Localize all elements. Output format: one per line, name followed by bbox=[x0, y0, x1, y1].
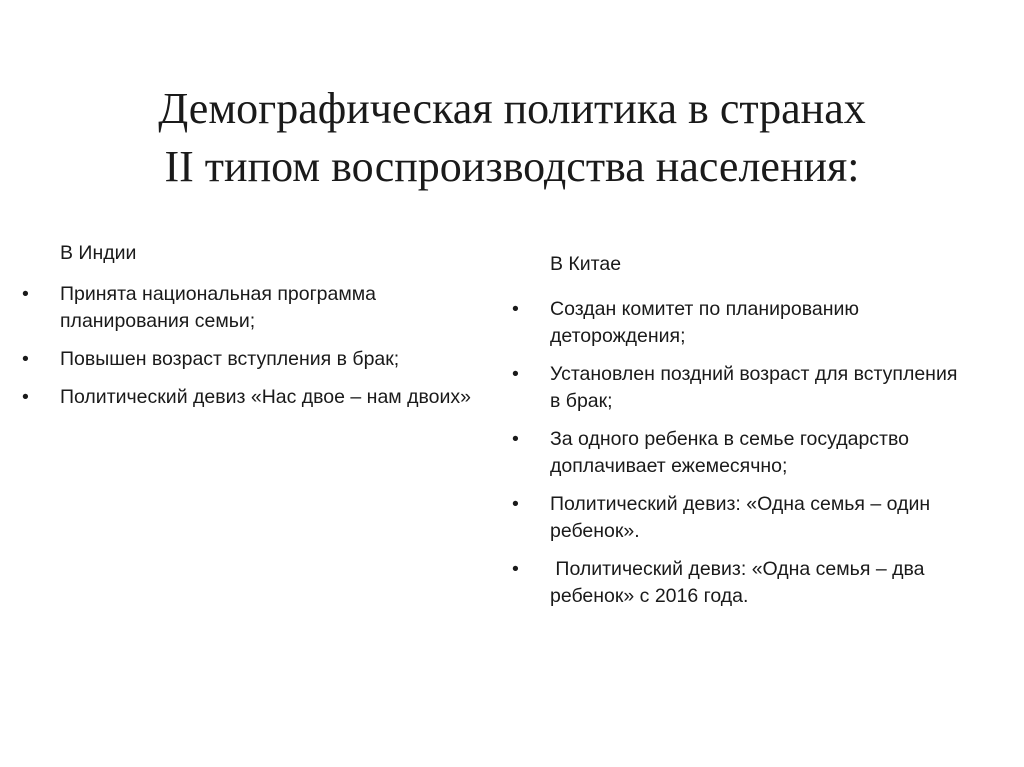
india-list bbox=[22, 281, 482, 411]
india-heading: В Индии bbox=[60, 242, 137, 264]
bullet-icon: • bbox=[512, 558, 519, 580]
bullet-icon: • bbox=[512, 493, 519, 515]
china-list bbox=[512, 296, 972, 610]
china-item-text: Создан комитет по планированию деторождения; bbox=[550, 298, 860, 347]
bullet-icon: • bbox=[512, 428, 519, 450]
china-item-text: Установлен поздний возраст для вступления в брак; bbox=[550, 363, 958, 412]
list-item bbox=[22, 346, 482, 373]
bullet-icon: • bbox=[22, 348, 29, 370]
list-item bbox=[22, 281, 482, 335]
slide-title-line-2: II типом воспроизводства населения: bbox=[164, 142, 860, 191]
slide-title-line-1: Демографическая политика в странах bbox=[158, 84, 866, 133]
bullet-icon: • bbox=[22, 386, 29, 408]
list-item bbox=[512, 361, 972, 415]
bullet-icon: • bbox=[512, 298, 519, 320]
china-item-text: Политический девиз: «Одна семья – один ребенок». bbox=[550, 493, 931, 542]
china-item-text: Политический девиз: «Одна семья – два ребенок» с 2016 года. bbox=[550, 558, 930, 607]
china-column bbox=[512, 251, 972, 621]
china-heading: В Китае bbox=[550, 253, 622, 275]
china-item-text: За одного ребенка в семье государство доплачивает ежемесячно; bbox=[550, 428, 909, 477]
list-item bbox=[512, 556, 972, 610]
list-item bbox=[512, 296, 972, 350]
list-item bbox=[22, 384, 482, 411]
bullet-icon: • bbox=[512, 363, 519, 385]
india-item-text: Повышен возраст вступления в брак; bbox=[60, 348, 400, 370]
bullet-icon: • bbox=[22, 283, 29, 305]
list-item bbox=[512, 491, 972, 545]
india-item-text: Политический девиз «Нас двое – нам двоих» bbox=[60, 386, 471, 408]
slide-title bbox=[0, 80, 1024, 196]
india-column bbox=[22, 240, 482, 422]
india-item-text: Принята национальная программа планирования семьи; bbox=[60, 283, 377, 332]
list-item bbox=[512, 426, 972, 480]
